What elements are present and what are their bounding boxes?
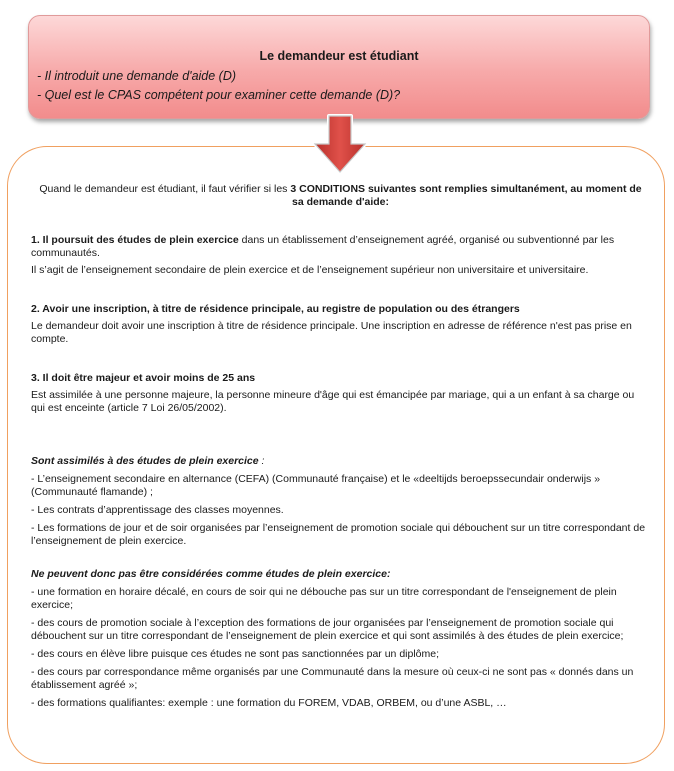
excluded-title: Ne peuvent donc pas être considérées comme études de plein exercice: [31,568,391,580]
assimilated-item: - Les contrats d’apprentissage des classes moyennes. [31,504,284,516]
condition-3-detail: Est assimilée à une personne majeure, la personne mineure d'âge qui est émancipée par mariage, qui a un enfant à sa charge ou qui est enceinte (article 7 Loi 26/05/2002). [31,389,635,414]
assimilated-section [31,455,650,548]
assimilated-item: - Les formations de jour et de soir organisées par l’enseignement de promotion sociale qui débouchent sur un titre correspondant de l’enseignement de plein exercice. [31,522,646,547]
assimilated-title: Sont assimilés à des études de plein exercice [31,455,259,467]
condition-1-title-rest: dans un établissement d’enseignement agréé, organisé ou subventionné par les communautés. [31,234,615,259]
excluded-section [31,568,650,710]
assimilated-heading [31,455,650,468]
condition-3 [31,372,650,415]
condition-2-title: 2. Avoir une inscription, à titre de résidence principale, au registre de population ou des étrangers [31,303,520,315]
excluded-item: - des cours par correspondance même organisés par une Communauté dans la mesure où ceux-ci ne sont pas « donnés dans un établissement agréé »; [31,666,634,691]
condition-2 [31,303,650,346]
assimilated-item: - L’enseignement secondaire en alternance (CEFA) (Communauté française) et le «deeltijds beroepssecundair onderwijs » (Communauté flamande) ; [31,473,601,498]
condition-1-detail: Il s’agit de l’enseignement secondaire de plein exercice et de l’enseignement supérieur non universitaire et universitaire. [31,264,589,276]
condition-1-heading [31,234,650,260]
condition-3-title: 3. Il doit être majeur et avoir moins de 25 ans [31,372,256,384]
student-request-box [28,15,650,119]
excluded-item: - une formation en horaire décalé, en cours de soir qui ne débouche pas sur un titre correspondant de l'enseignement de plein exercice; [31,586,617,611]
condition-1-title: 1. Il poursuit des études de plein exercice [31,234,239,246]
conditions-box [7,146,665,764]
condition-1 [31,234,650,277]
question-line-1: - Il introduit une demande d'aide (D) [37,69,237,83]
question-line-2: - Quel est le CPAS compétent pour examiner cette demande (D)? [37,88,401,102]
intro-bold: 3 CONDITIONS suivantes sont remplies simultanément, au moment de sa demande d'aide: [290,183,642,208]
excluded-item: - des cours de promotion sociale à l’exception des formations de jour organisées par l’enseignement de promotion sociale qui débouchent sur un titre correspondant de l’enseignement de plein exercice et qui sont assimilés à des études de plein exercice; [31,617,624,642]
assimilated-suffix: : [258,455,265,467]
box-title: Le demandeur est étudiant [259,49,419,63]
excluded-item: - des cours en élève libre puisque ces études ne sont pas sanctionnées par un diplôme; [31,648,440,660]
excluded-item: - des formations qualifiantes: exemple : une formation du FOREM, VDAB, ORBEM, ou d’une ASBL, … [31,697,507,709]
intro-prefix: Quand le demandeur est étudiant, il faut vérifier si les [39,183,291,195]
condition-2-detail: Le demandeur doit avoir une inscription à titre de résidence principale. Une inscription en adresse de référence n'est pas prise en compte. [31,320,632,345]
intro-text [31,183,650,209]
